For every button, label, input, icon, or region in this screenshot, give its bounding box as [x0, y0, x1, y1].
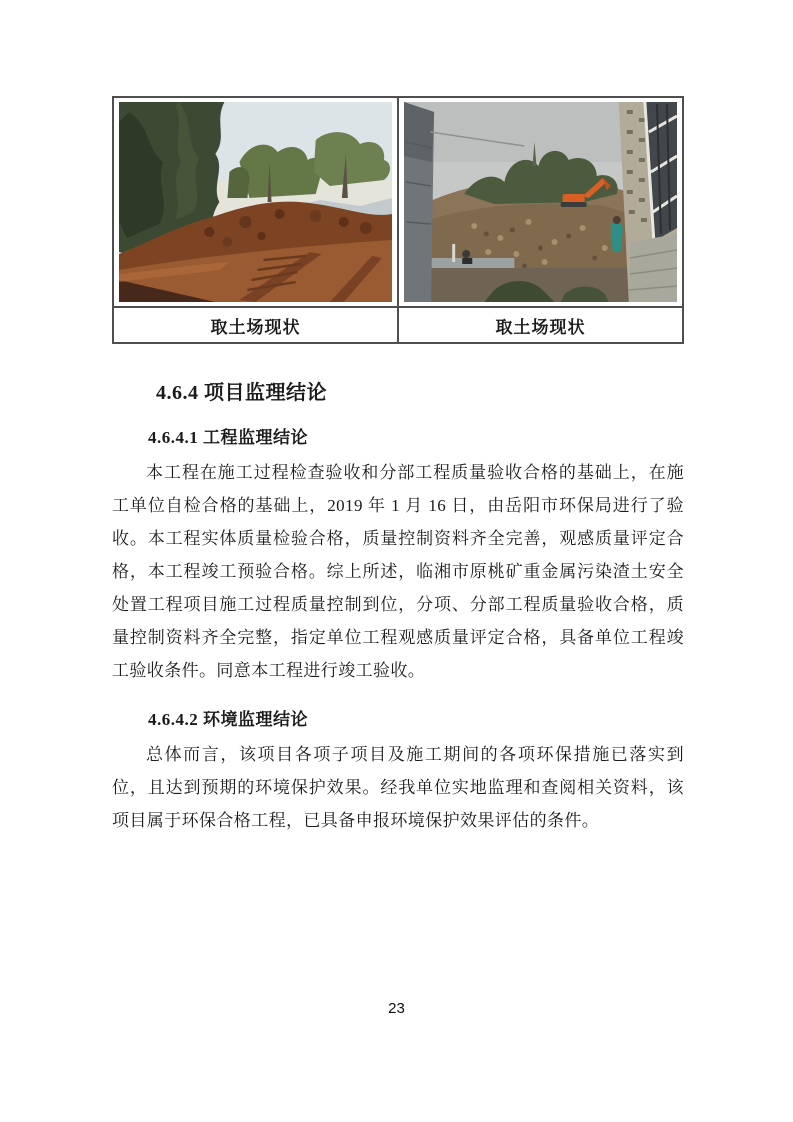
caption-row: [113, 307, 683, 343]
photo-table: [112, 96, 684, 344]
photo-left-illustration: [119, 102, 392, 302]
page-content: [112, 96, 684, 837]
heading-4-6-4: 4.6.4 项目监理结论: [156, 382, 327, 404]
photo-caption-left: 取土场现状: [113, 307, 398, 343]
photo-cell-right: [398, 97, 683, 307]
borrow-pit-photo-right: [404, 102, 677, 302]
photo-caption-right: 取土场现状: [398, 307, 683, 343]
paragraph-environment-conclusion: 总体而言，该项目各项子项目及施工期间的各项环保措施已落实到位，且达到预期的环境保护效果。经我单位实地监理和查阅相关资料，该项目属于环保合格工程，已具备申报环境保护效果评估的条件。: [112, 745, 684, 830]
photo-row: [113, 97, 683, 307]
heading-4-6-4-2: 4.6.4.2 环境监理结论: [148, 710, 308, 729]
borrow-pit-photo-left: [119, 102, 392, 302]
paragraph-engineering-conclusion: 本工程在施工过程检查验收和分部工程质量验收合格的基础上，在施工单位自检合格的基础上，2019 年 1 月 16 日，由岳阳市环保局进行了验收。本工程实体质量检验合格，质量控制资料齐全完善，观感质量评定合格，本工程竣工预验合格。综上所述，临湘市原桃矿重金属污染渣土安全处置工程项目施工过程质量控制到位，分项、分部工程质量验收合格，质量控制资料齐全完整，指定单位工程观感质量评定合格，具备单位工程竣工验收条件。同意本工程进行竣工验收。: [112, 463, 684, 680]
page-number: 23: [388, 1000, 405, 1017]
photo-cell-left: [113, 97, 398, 307]
heading-4-6-4-1: 4.6.4.1 工程监理结论: [148, 428, 308, 447]
photo-right-illustration: [404, 102, 677, 302]
